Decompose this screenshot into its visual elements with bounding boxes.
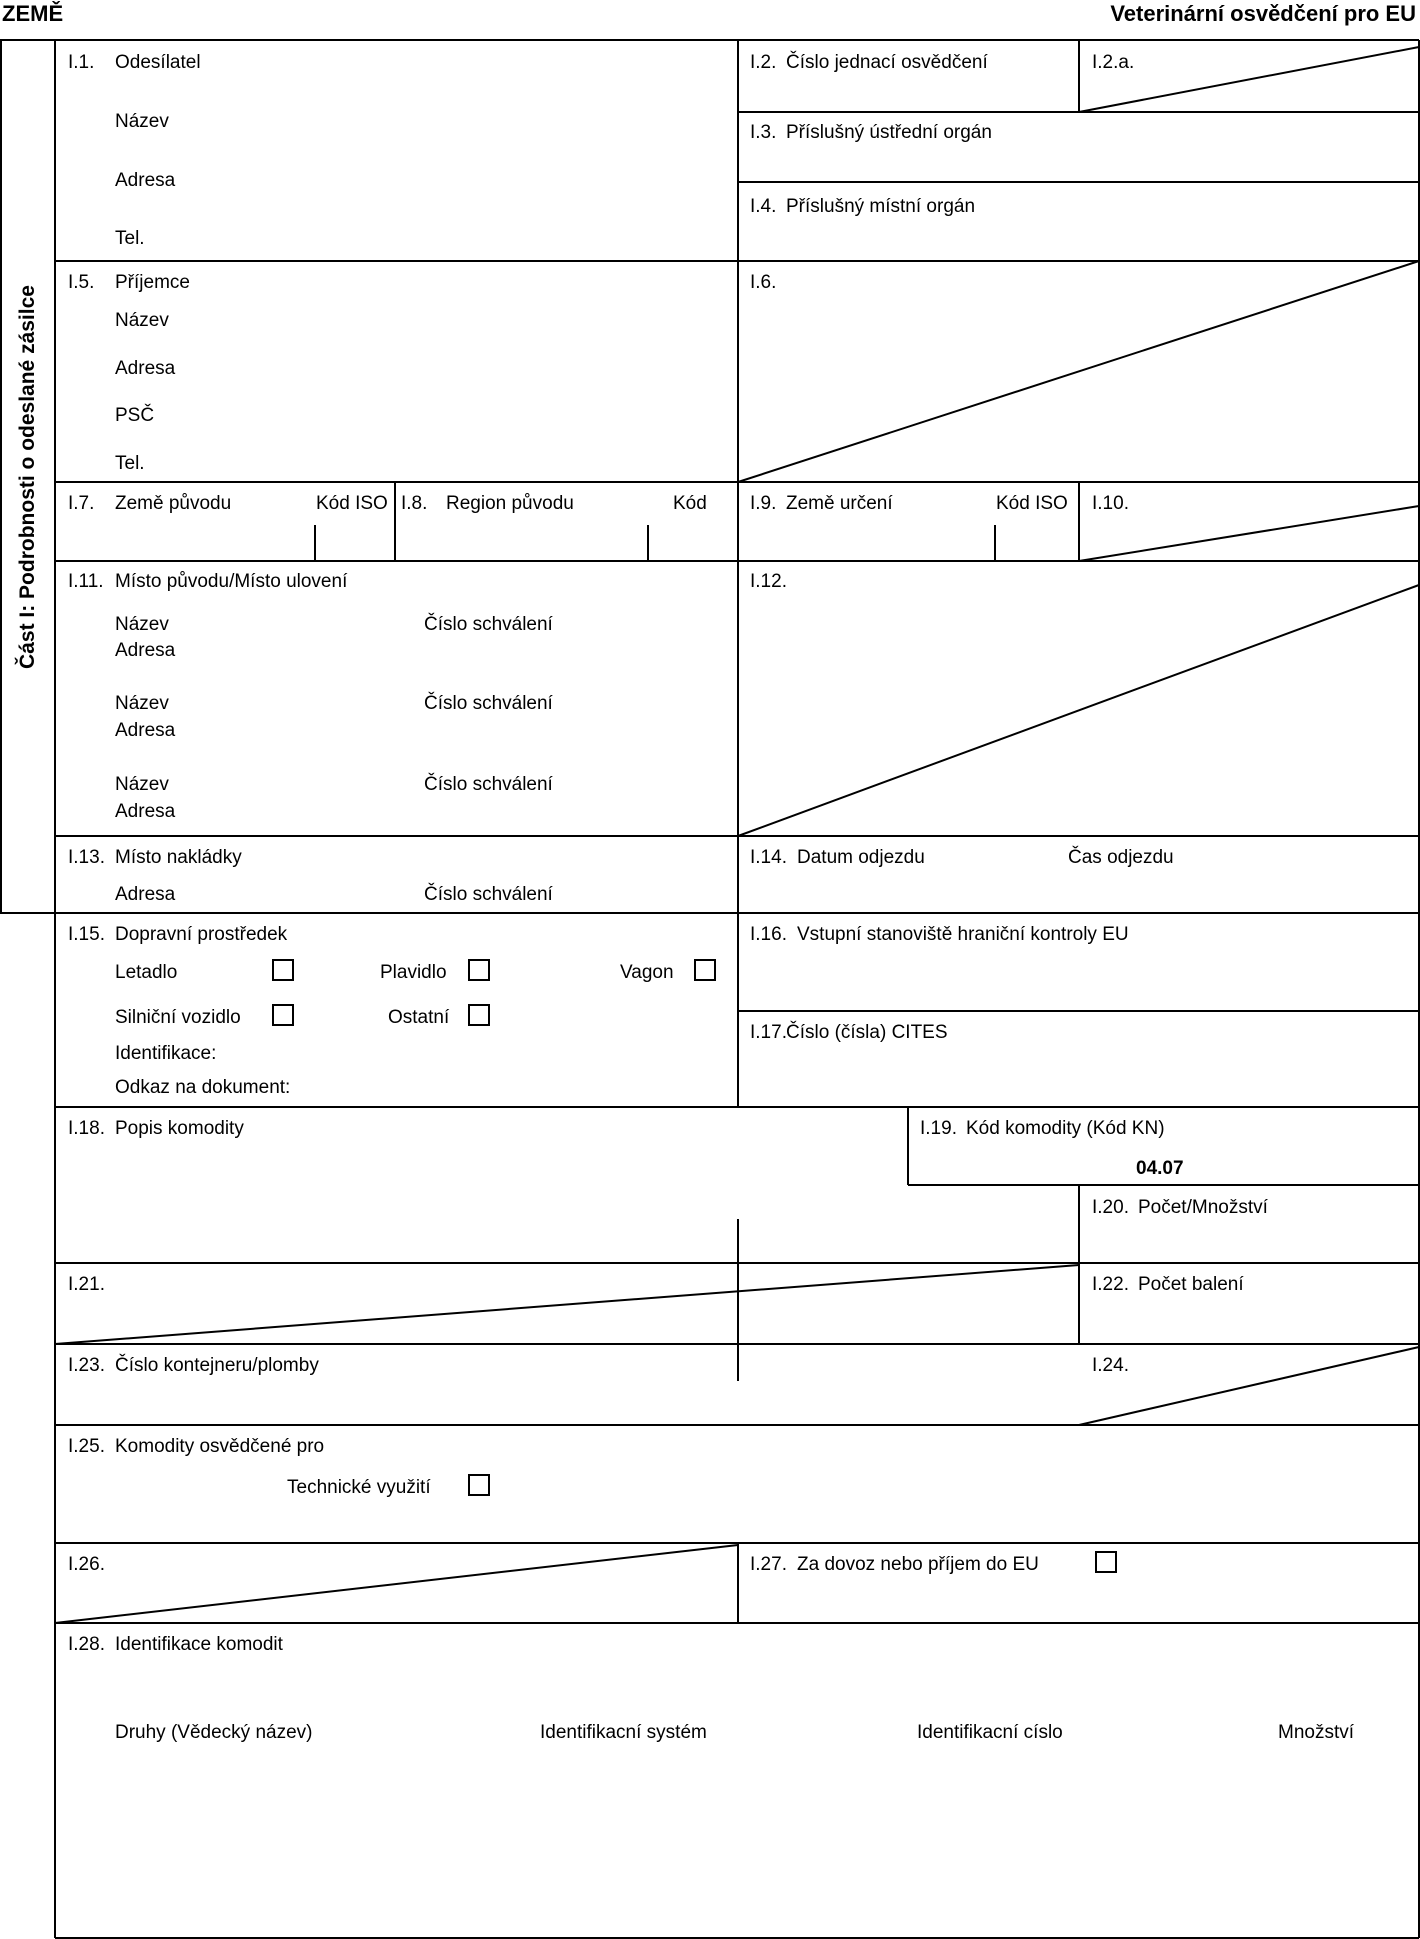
i16-label: I.16.	[750, 924, 787, 945]
i28-col-id-number: Identifikacní císlo	[917, 1722, 1063, 1743]
i24-diagonal	[1079, 1347, 1419, 1425]
i11-title: Místo původu/Místo ulovení	[115, 571, 348, 592]
i3-label: I.3.	[750, 122, 777, 143]
i2-title[interactable]: Číslo jednací osvědčení	[786, 52, 988, 73]
i15-road-vehicle-label: Silniční vozidlo	[115, 1007, 241, 1028]
i12-label: I.12.	[750, 571, 787, 592]
i7-title[interactable]: Země původu	[115, 493, 232, 514]
i11-entry3-address[interactable]: Adresa	[115, 801, 176, 822]
i14-date-field[interactable]: Datum odjezdu	[797, 847, 925, 868]
i9-label: I.9.	[750, 493, 777, 514]
i17-title[interactable]: Číslo (čísla) CITES	[786, 1022, 948, 1043]
i2-label: I.2.	[750, 52, 777, 73]
i15-title: Dopravní prostředek	[115, 924, 288, 945]
i3-title[interactable]: Příslušný ústřední orgán	[786, 122, 992, 143]
i5-label: I.5.	[68, 272, 95, 293]
i9-code[interactable]: Kód ISO	[996, 493, 1068, 514]
i8-code[interactable]: Kód	[673, 493, 707, 514]
i11-entry1-address[interactable]: Adresa	[115, 640, 176, 661]
i15-document-ref-field[interactable]: Odkaz na dokument:	[115, 1077, 291, 1098]
i21-label: I.21.	[68, 1274, 105, 1295]
ship-checkbox[interactable]	[468, 959, 490, 981]
i18-title[interactable]: Popis komodity	[115, 1118, 244, 1139]
side-label: Část I: Podrobnosti o odeslané zásilce	[15, 284, 39, 669]
i11-label: I.11.	[68, 571, 104, 592]
i11-entry3-name[interactable]: Název	[115, 774, 169, 795]
i28-label: I.28.	[68, 1634, 105, 1655]
i10-label: I.10.	[1092, 493, 1129, 514]
i9-title[interactable]: Země určení	[786, 493, 893, 514]
wagon-checkbox[interactable]	[694, 959, 716, 981]
i15-ship-label: Plavidlo	[380, 962, 447, 983]
i5-tel-field[interactable]: Tel.	[115, 453, 145, 474]
i11-entry2-address[interactable]: Adresa	[115, 720, 176, 741]
i11-entry1-name[interactable]: Název	[115, 614, 169, 635]
i11-entry2-approval[interactable]: Číslo schválení	[424, 693, 553, 714]
i28-title: Identifikace komodit	[115, 1634, 283, 1655]
technical-use-label: Technické využití	[287, 1477, 431, 1498]
i15-other-label: Ostatní	[388, 1007, 450, 1028]
i26-label: I.26.	[68, 1554, 105, 1575]
i22-title[interactable]: Počet balení	[1138, 1274, 1244, 1295]
i7-label: I.7.	[68, 493, 95, 514]
i5-name-field[interactable]: Název	[115, 310, 169, 331]
aircraft-checkbox[interactable]	[272, 959, 294, 981]
i28-col-quantity: Množství	[1278, 1722, 1355, 1743]
i1-address-field[interactable]: Adresa	[115, 170, 176, 191]
import-eu-checkbox[interactable]	[1095, 1551, 1117, 1573]
i27-label: I.27.	[750, 1554, 787, 1575]
i21-diagonal	[55, 1265, 1079, 1344]
certificate-title: Veterinární osvědčení pro EU	[1110, 1, 1416, 26]
i27-title: Za dovoz nebo příjem do EU	[797, 1554, 1039, 1575]
i22-label: I.22.	[1092, 1274, 1129, 1295]
i25-label: I.25.	[68, 1436, 105, 1457]
i14-time-field[interactable]: Čas odjezdu	[1068, 847, 1174, 868]
other-checkbox[interactable]	[468, 1004, 490, 1026]
i5-title: Příjemce	[115, 272, 190, 293]
i25-title: Komodity osvědčené pro	[115, 1436, 325, 1457]
i1-name-field[interactable]: Název	[115, 111, 169, 132]
i23-title[interactable]: Číslo kontejneru/plomby	[115, 1355, 319, 1376]
i19-label: I.19.	[920, 1118, 957, 1139]
i26-diagonal	[55, 1545, 738, 1623]
i2a-label[interactable]: I.2.a.	[1092, 52, 1135, 73]
i18-label: I.18.	[68, 1118, 105, 1139]
i15-identification-field[interactable]: Identifikace:	[115, 1043, 217, 1064]
i1-tel-field[interactable]: Tel.	[115, 228, 145, 249]
i1-title: Odesílatel	[115, 52, 201, 73]
i13-title: Místo nakládky	[115, 847, 242, 868]
i14-label: I.14.	[750, 847, 787, 868]
i11-entry2-name[interactable]: Název	[115, 693, 169, 714]
i28-col-species: Druhy (Vědecký název)	[115, 1722, 313, 1743]
i8-label: I.8.	[401, 493, 428, 514]
i4-label: I.4.	[750, 196, 777, 217]
i11-entry3-approval[interactable]: Číslo schválení	[424, 774, 553, 795]
i15-aircraft-label: Letadlo	[115, 962, 178, 983]
i20-title[interactable]: Počet/Množství	[1138, 1197, 1268, 1218]
commodity-code-value[interactable]: 04.07	[1136, 1158, 1184, 1179]
i8-title[interactable]: Region původu	[446, 493, 574, 514]
i5-address-field[interactable]: Adresa	[115, 358, 176, 379]
i28-col-id-system: Identifikacní systém	[540, 1722, 707, 1743]
i23-label: I.23.	[68, 1355, 105, 1376]
i13-approval-field[interactable]: Číslo schválení	[424, 884, 553, 905]
i17-label: I.17.	[750, 1022, 787, 1043]
i13-address-field[interactable]: Adresa	[115, 884, 176, 905]
i24-label: I.24.	[1092, 1355, 1129, 1376]
i13-label: I.13.	[68, 847, 105, 868]
i6-diagonal	[738, 261, 1419, 482]
i11-entry1-approval[interactable]: Číslo schválení	[424, 614, 553, 635]
i6-label: I.6.	[750, 272, 777, 293]
i4-title[interactable]: Příslušný místní orgán	[786, 196, 976, 217]
i16-title[interactable]: Vstupní stanoviště hraniční kontroly EU	[797, 924, 1129, 945]
i5-postcode-field[interactable]: PSČ	[115, 405, 155, 426]
i15-label: I.15.	[68, 924, 105, 945]
i19-title: Kód komodity (Kód KN)	[966, 1118, 1165, 1139]
i20-label: I.20.	[1092, 1197, 1129, 1218]
road-vehicle-checkbox[interactable]	[272, 1004, 294, 1026]
technical-use-checkbox[interactable]	[468, 1474, 490, 1496]
i15-wagon-label: Vagon	[620, 962, 674, 983]
i12-diagonal	[738, 585, 1419, 836]
i7-code[interactable]: Kód ISO	[316, 493, 388, 514]
i1-label: I.1.	[68, 52, 95, 73]
country-header: ZEMĚ	[2, 1, 64, 26]
i10-diagonal	[1079, 506, 1419, 561]
